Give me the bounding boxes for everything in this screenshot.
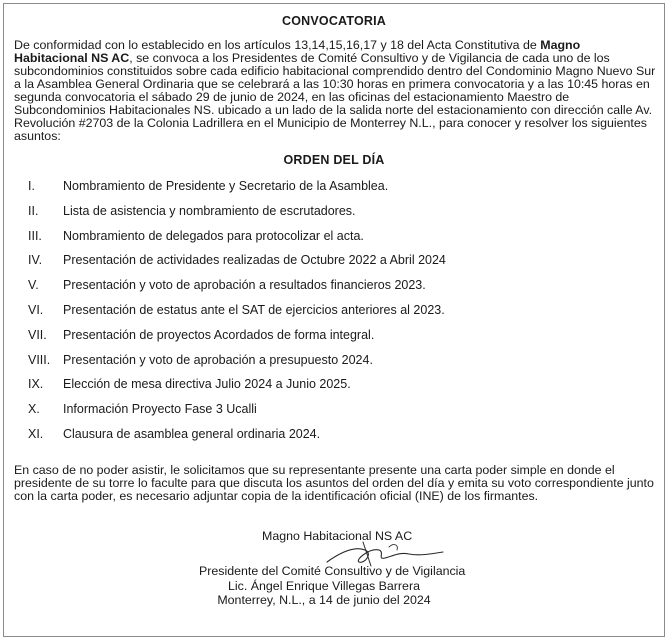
agenda-item-text: Presentación y voto de aprobación a resultados financieros 2023. (63, 278, 426, 293)
agenda-item-number: IV. (28, 253, 43, 268)
agenda-item (4, 204, 644, 229)
signature-company: Magno Habitacional NS AC (262, 529, 413, 543)
agenda-item-text: Presentación de estatus ante el SAT de ejercicios anteriores al 2023. (63, 302, 445, 317)
convocatoria-document (3, 3, 665, 637)
agenda-item (4, 377, 644, 402)
agenda-item-number: I. (28, 179, 35, 193)
agenda-item-text: Elección de mesa directiva Julio 2024 a Junio 2025. (63, 377, 351, 392)
agenda-item-number: II. (28, 203, 39, 218)
agenda-item-number: VII. (28, 327, 47, 342)
agenda-item (4, 303, 644, 328)
intro-text-rest: , se convoca a los Presidentes de Comité Consultivo y de Vigilancia de cada uno de los subcondominios constituidos sobre cada edificio habitacional comprendido dentro del Condominio Magno Nuevo Sur a la Asamblea General Ordinaria que se celebrará a las 10:30 horas en primera convocatoria y a las 10:45 horas en segunda convocatoria el sábado 29 de junio de 2024, en las oficinas del estacionamiento Maestro de Subcondominios Habitacionales NS. ubicado a un lado de la salida norte del estacionamiento con dirección calle Av. Revolución #2703 de la Colonia Ladrillera en el Municipio de Monterrey N.L., para conocer y resolver los siguientes asuntos: (14, 51, 656, 143)
agenda-item-number: VIII. (28, 352, 51, 367)
agenda-item-number: VI. (28, 302, 44, 317)
agenda-item-number: V. (28, 278, 39, 293)
agenda-item (4, 253, 644, 278)
agenda-item-text: Información Proyecto Fase 3 Ucalli (63, 402, 257, 417)
agenda-item (4, 328, 644, 353)
signature-block (199, 564, 466, 608)
agenda-item (4, 278, 644, 303)
agenda-item-text: Presentación y voto de aprobación a presupuesto 2024. (63, 352, 373, 367)
closing-paragraph: En caso de no poder asistir, le solicitamos que su representante presente una carta poder simple en donde el presidente de su torre lo faculte para que discuta los asuntos del orden del día y emita su voto correspondiente junto con la carta poder, es necesario adjuntar copia de la identificación oficial (INE) de los firmantes. (14, 463, 654, 503)
organization-name: Magno Habitacional NS AC (14, 38, 581, 65)
agenda-item-text: Clausura de asamblea general ordinaria 2024. (63, 426, 321, 441)
agenda-item (4, 353, 644, 378)
agenda-title: ORDEN DEL DÍA (283, 153, 385, 167)
agenda-item (4, 229, 644, 254)
agenda-item (4, 427, 644, 452)
agenda-item-text: Presentación de proyectos Acordados de forma integral. (63, 327, 375, 342)
signer-name: Lic. Ángel Enrique Villegas Barrera (228, 578, 420, 593)
agenda-item (4, 402, 644, 427)
agenda-item-text: Nombramiento de Presidente y Secretario de la Asamblea. (63, 179, 389, 193)
agenda-item-number: III. (28, 228, 42, 243)
intro-text-start: De conformidad con lo establecido en los artículos 13,14,15,16,17 y 18 del Acta Constitutiva de (14, 38, 541, 52)
agenda-item-number: XI. (28, 426, 44, 441)
agenda-item-text: Nombramiento de delegados para protocolizar el acta. (63, 228, 364, 243)
agenda-item-number: IX. (28, 377, 44, 392)
signer-role: Presidente del Comité Consultivo y de Vigilancia (199, 564, 466, 578)
intro-paragraph (14, 39, 656, 143)
agenda-item-text: Lista de asistencia y nombramiento de escrutadores. (63, 203, 356, 218)
agenda-list (4, 179, 644, 452)
document-title: CONVOCATORIA (281, 14, 387, 28)
agenda-item-text: Presentación de actividades realizadas de Octubre 2022 a Abril 2024 (63, 253, 446, 268)
agenda-item (4, 179, 644, 204)
place-and-date: Monterrey, N.L., a 14 de junio del 2024 (217, 593, 431, 607)
agenda-item-number: X. (28, 402, 40, 417)
